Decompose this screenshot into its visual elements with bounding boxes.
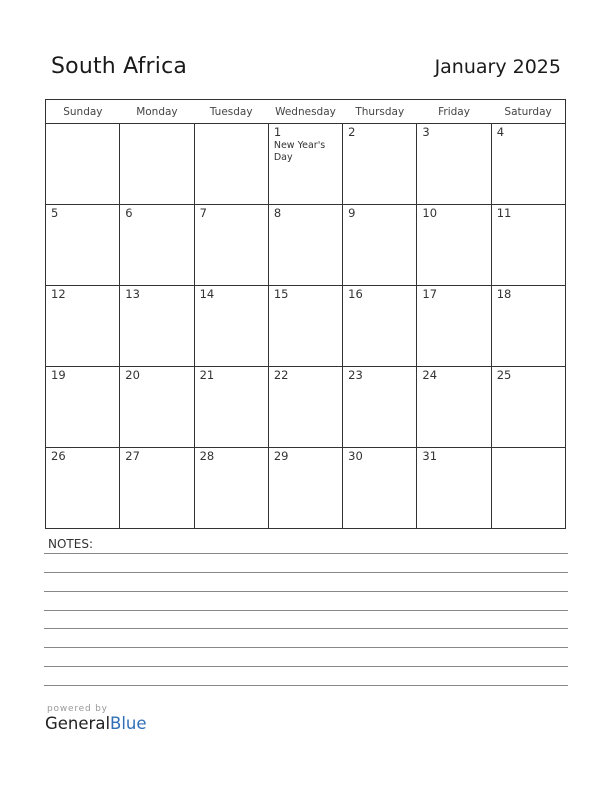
day-number: 14 — [199, 287, 215, 301]
day-number: 13 — [125, 287, 140, 301]
day-number: 16 — [348, 287, 363, 301]
day-number: 26 — [51, 449, 66, 463]
calendar-day-cell — [194, 448, 268, 529]
calendar-day-cell — [194, 205, 268, 286]
day-number: 11 — [496, 206, 512, 220]
calendar-day-cell — [120, 367, 194, 448]
calendar-week-row — [46, 205, 566, 286]
calendar-day-cell — [268, 124, 342, 205]
weekday-sunday: Sunday — [46, 100, 120, 124]
calendar-day-cell — [491, 448, 565, 529]
day-number: 24 — [422, 368, 438, 382]
note-line — [44, 647, 568, 648]
calendar-day-cell — [417, 367, 491, 448]
note-line — [44, 685, 568, 686]
calendar-day-cell — [268, 286, 342, 367]
calendar-day-cell — [491, 205, 565, 286]
calendar-day-cell — [268, 448, 342, 529]
brand-name — [45, 714, 147, 734]
calendar-day-cell — [343, 124, 417, 205]
calendar-day-cell — [46, 448, 120, 529]
day-number: 6 — [125, 206, 133, 220]
powered-by-text: powered by — [47, 704, 108, 714]
calendar-day-cell — [343, 367, 417, 448]
calendar-day-cell — [120, 205, 194, 286]
day-number: 28 — [199, 449, 215, 463]
calendar-day-cell — [343, 286, 417, 367]
day-number: 8 — [273, 206, 282, 220]
day-number: 7 — [199, 206, 207, 220]
day-number: 27 — [125, 449, 140, 463]
calendar-day-cell — [491, 367, 565, 448]
notes-label: NOTES: — [48, 537, 93, 551]
day-number: 17 — [422, 287, 438, 301]
note-line — [44, 553, 568, 554]
day-number: 31 — [422, 449, 438, 463]
day-number: 15 — [273, 287, 289, 301]
calendar-day-cell — [417, 448, 491, 529]
weekday-saturday: Saturday — [491, 100, 565, 124]
brand-name-blue: Blue — [110, 714, 147, 733]
calendar-day-cell — [417, 124, 491, 205]
calendar-week-row — [46, 124, 566, 205]
weekday-tuesday: Tuesday — [194, 100, 268, 124]
day-number: 9 — [348, 206, 356, 220]
calendar-grid — [45, 99, 566, 529]
calendar-week-row — [46, 367, 566, 448]
day-number: 25 — [496, 368, 512, 382]
calendar-week-row — [46, 448, 566, 529]
brand-name-general: General — [45, 714, 111, 733]
day-number: 19 — [51, 368, 66, 382]
calendar-day-cell — [491, 124, 565, 205]
note-line — [44, 628, 568, 629]
calendar-day-cell — [268, 367, 342, 448]
weekday-monday: Monday — [120, 100, 194, 124]
calendar-day-cell — [194, 286, 268, 367]
brand-logo — [45, 704, 147, 734]
calendar-day-cell — [417, 286, 491, 367]
day-number: 18 — [496, 287, 512, 301]
page-title: South Africa — [51, 54, 188, 79]
calendar-day-cell — [268, 205, 342, 286]
calendar-day-cell — [194, 124, 268, 205]
day-number: 3 — [422, 125, 430, 139]
calendar-day-cell — [46, 205, 120, 286]
month-title: January 2025 — [434, 56, 561, 78]
day-number: 5 — [51, 206, 59, 220]
calendar-day-cell — [491, 286, 565, 367]
day-number: 2 — [348, 125, 356, 139]
weekday-thursday: Thursday — [343, 100, 417, 124]
day-number: 12 — [51, 287, 66, 301]
calendar-day-cell — [194, 367, 268, 448]
calendar-day-cell — [46, 286, 120, 367]
calendar-day-cell — [120, 124, 194, 205]
weekday-wednesday: Wednesday — [268, 100, 342, 124]
calendar-day-cell — [120, 286, 194, 367]
day-number: 23 — [348, 368, 363, 382]
day-number: 30 — [348, 449, 363, 463]
calendar-day-cell — [417, 205, 491, 286]
day-number: 22 — [273, 368, 289, 382]
weekday-header-row — [46, 100, 566, 124]
calendar-day-cell — [46, 367, 120, 448]
day-number: 1 — [273, 125, 282, 139]
note-line — [44, 666, 568, 667]
calendar-week-row — [46, 286, 566, 367]
calendar-day-cell — [343, 205, 417, 286]
note-line — [44, 610, 568, 611]
day-number: 20 — [125, 368, 140, 382]
note-line — [44, 591, 568, 592]
weekday-friday: Friday — [417, 100, 491, 124]
day-number: 21 — [199, 368, 215, 382]
calendar-day-cell — [46, 124, 120, 205]
calendar-day-cell — [120, 448, 194, 529]
note-line — [44, 572, 568, 573]
day-number: 10 — [422, 206, 438, 220]
calendar-day-cell — [343, 448, 417, 529]
day-number: 4 — [496, 125, 505, 139]
holiday-label: New Year's Day — [273, 140, 326, 163]
day-number: 29 — [273, 449, 289, 463]
